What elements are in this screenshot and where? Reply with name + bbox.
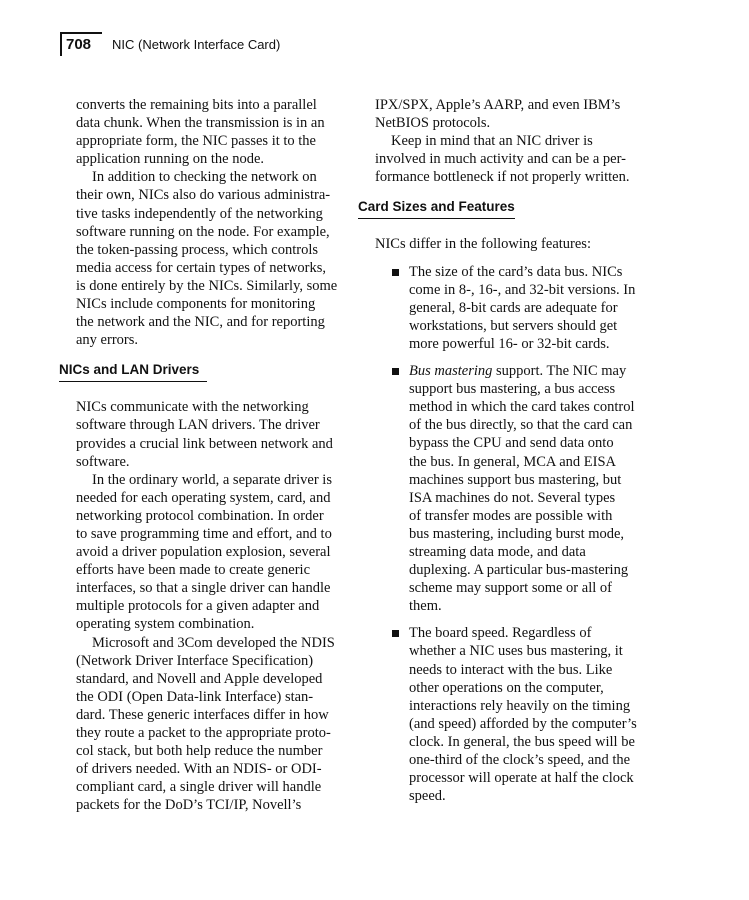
text-line: interactions rely heavily on the timing [409,697,631,714]
text-line: one-third of the clock’s speed, and the [409,752,631,768]
text-line: involved in much activity and can be a per- [375,151,626,168]
list-item [375,362,645,615]
text-line: application running on the node. [76,151,265,168]
square-bullet-icon [392,368,399,375]
text-line: the bus. In general, MCA and EISA [409,453,616,470]
text-line: In the ordinary world, a separate driver is [92,471,332,488]
text-line: machines support bus mastering, but [409,471,622,488]
text-line: the token-passing process, which controls [76,241,319,258]
text-line: formance bottleneck if not properly written. [375,169,630,186]
text-line: multiple protocols for a given adapter and [76,598,320,615]
text-line: (Network Driver Interface Specification) [76,652,314,669]
text-line: streaming data mode, and data [409,543,586,560]
text-line: avoid a driver population explosion, several [76,544,331,561]
left-paragraph-2 [76,168,344,349]
square-bullet-icon [392,630,399,637]
text-line [409,362,645,380]
text-line: The board speed. Regardless of [409,625,592,642]
text-line: scheme may support some or all of [409,580,612,597]
text-line: their own, NICs also do various administra- [76,187,331,204]
page-number: 708 [66,36,92,53]
text-line: other operations on the computer, [409,679,604,696]
list-item [375,263,645,353]
text-line: (and speed) afforded by the computer’s [409,715,637,732]
text-line: NICs communicate with the networking [76,399,309,416]
text-line: Microsoft and 3Com developed the NDIS [92,634,335,651]
left-column [59,96,344,814]
text-line: NetBIOS protocols. [375,115,491,132]
features-intro [375,235,645,253]
text-line: NICs differ in the following features: [375,236,591,253]
text-line: In addition to checking the network on [92,169,317,186]
text-line: appropriate form, the NIC passes it to the [76,133,316,150]
section-heading-card-sizes: Card Sizes and Features [358,198,515,219]
text-line: whether a NIC uses bus mastering, it [409,643,623,660]
text-line: IPX/SPX, Apple’s AARP, and even IBM’s [375,97,621,113]
left-paragraph-5 [76,634,344,815]
list-item [375,624,645,805]
running-title: NIC (Network Interface Card) [112,37,281,52]
text-line: of drivers needed. With an NDIS- or ODI- [76,761,322,778]
text-line: needs to interact with the bus. Like [409,661,613,678]
text-line: converts the remaining bits into a parallel [76,97,317,113]
text-line: of transfer modes are possible with [409,507,613,524]
text-line: any errors. [76,332,139,349]
text-line: software. [76,453,130,470]
text-line: the network and the NIC, and for reporting [76,314,325,331]
text-line: compliant card, a single driver will handle [76,779,322,796]
square-bullet-icon [392,269,399,276]
text-line: they route a packet to the appropriate proto- [76,725,331,741]
text-line: bypass the CPU and send data onto [409,435,614,452]
text-line: dard. These generic interfaces differ in how [76,706,329,723]
header-rule-horizontal [60,32,102,34]
text-line: is done entirely by the NICs. Similarly, some [76,277,338,294]
text-line: networking protocol combination. In order [76,507,324,524]
text-line: duplexing. A particular bus-mastering [409,562,629,579]
text-line: operating system combination. [76,616,255,633]
text-line: data chunk. When the transmission is in an [76,115,325,132]
italic-term: Bus mastering [409,363,493,380]
text-line: needed for each operating system, card, and [76,489,331,506]
text-line: The size of the card’s data bus. NICs [409,263,623,280]
right-paragraph-2 [375,132,645,186]
text-line: software running on the node. For example, [76,223,330,240]
text-line: standard, and Novell and Apple developed [76,670,323,687]
text-line: method in which the card takes control [409,399,635,416]
text-line: interfaces, so that a single driver can handle [76,580,331,597]
text-line: processor will operate at half the clock [409,770,634,787]
text-line: provides a crucial link between network and [76,435,333,452]
text-line: to save programming time and effort, and to [76,525,332,542]
text-line: media access for certain types of networks, [76,259,327,276]
text-line: speed. [409,788,446,805]
text-line: clock. In general, the bus speed will be [409,733,635,750]
text-line: the ODI (Open Data-link Interface) stan- [76,688,314,705]
page-header [60,32,360,58]
text-line: bus mastering, including burst mode, [409,525,625,542]
text-line: of the bus directly, so that the card can [409,417,633,434]
right-paragraph-1 [375,96,645,132]
text-line: ISA machines do not. Several types [409,489,616,506]
text-line: Keep in mind that an NIC driver is [391,133,593,150]
header-rule-vertical [60,32,62,56]
text-line: NICs include components for monitoring [76,296,316,313]
left-paragraph-1 [76,96,344,168]
text-line: efforts have been made to create generic [76,562,311,579]
left-paragraph-3 [76,398,344,470]
text-line: software through LAN drivers. The driver [76,417,320,434]
text-line: col stack, but both help reduce the number [76,743,323,760]
text-line: general, 8-bit cards are adequate for [409,299,618,316]
text-line: workstations, but servers should get [409,317,618,334]
section-heading-nics-lan-drivers: NICs and LAN Drivers [59,361,207,382]
text-fragment: support. The NIC may [492,363,627,380]
right-column [358,96,645,805]
text-line: packets for the DoD’s TCI/IP, Novell’s [76,797,302,814]
text-line: them. [409,598,442,615]
text-line: come in 8-, 16-, and 32-bit versions. In [409,281,636,298]
text-line: support bus mastering, a bus access [409,381,616,398]
left-paragraph-4 [76,471,344,634]
text-line: more powerful 16- or 32-bit cards. [409,335,610,352]
text-line: tive tasks independently of the networking [76,205,323,222]
features-list [375,263,645,806]
